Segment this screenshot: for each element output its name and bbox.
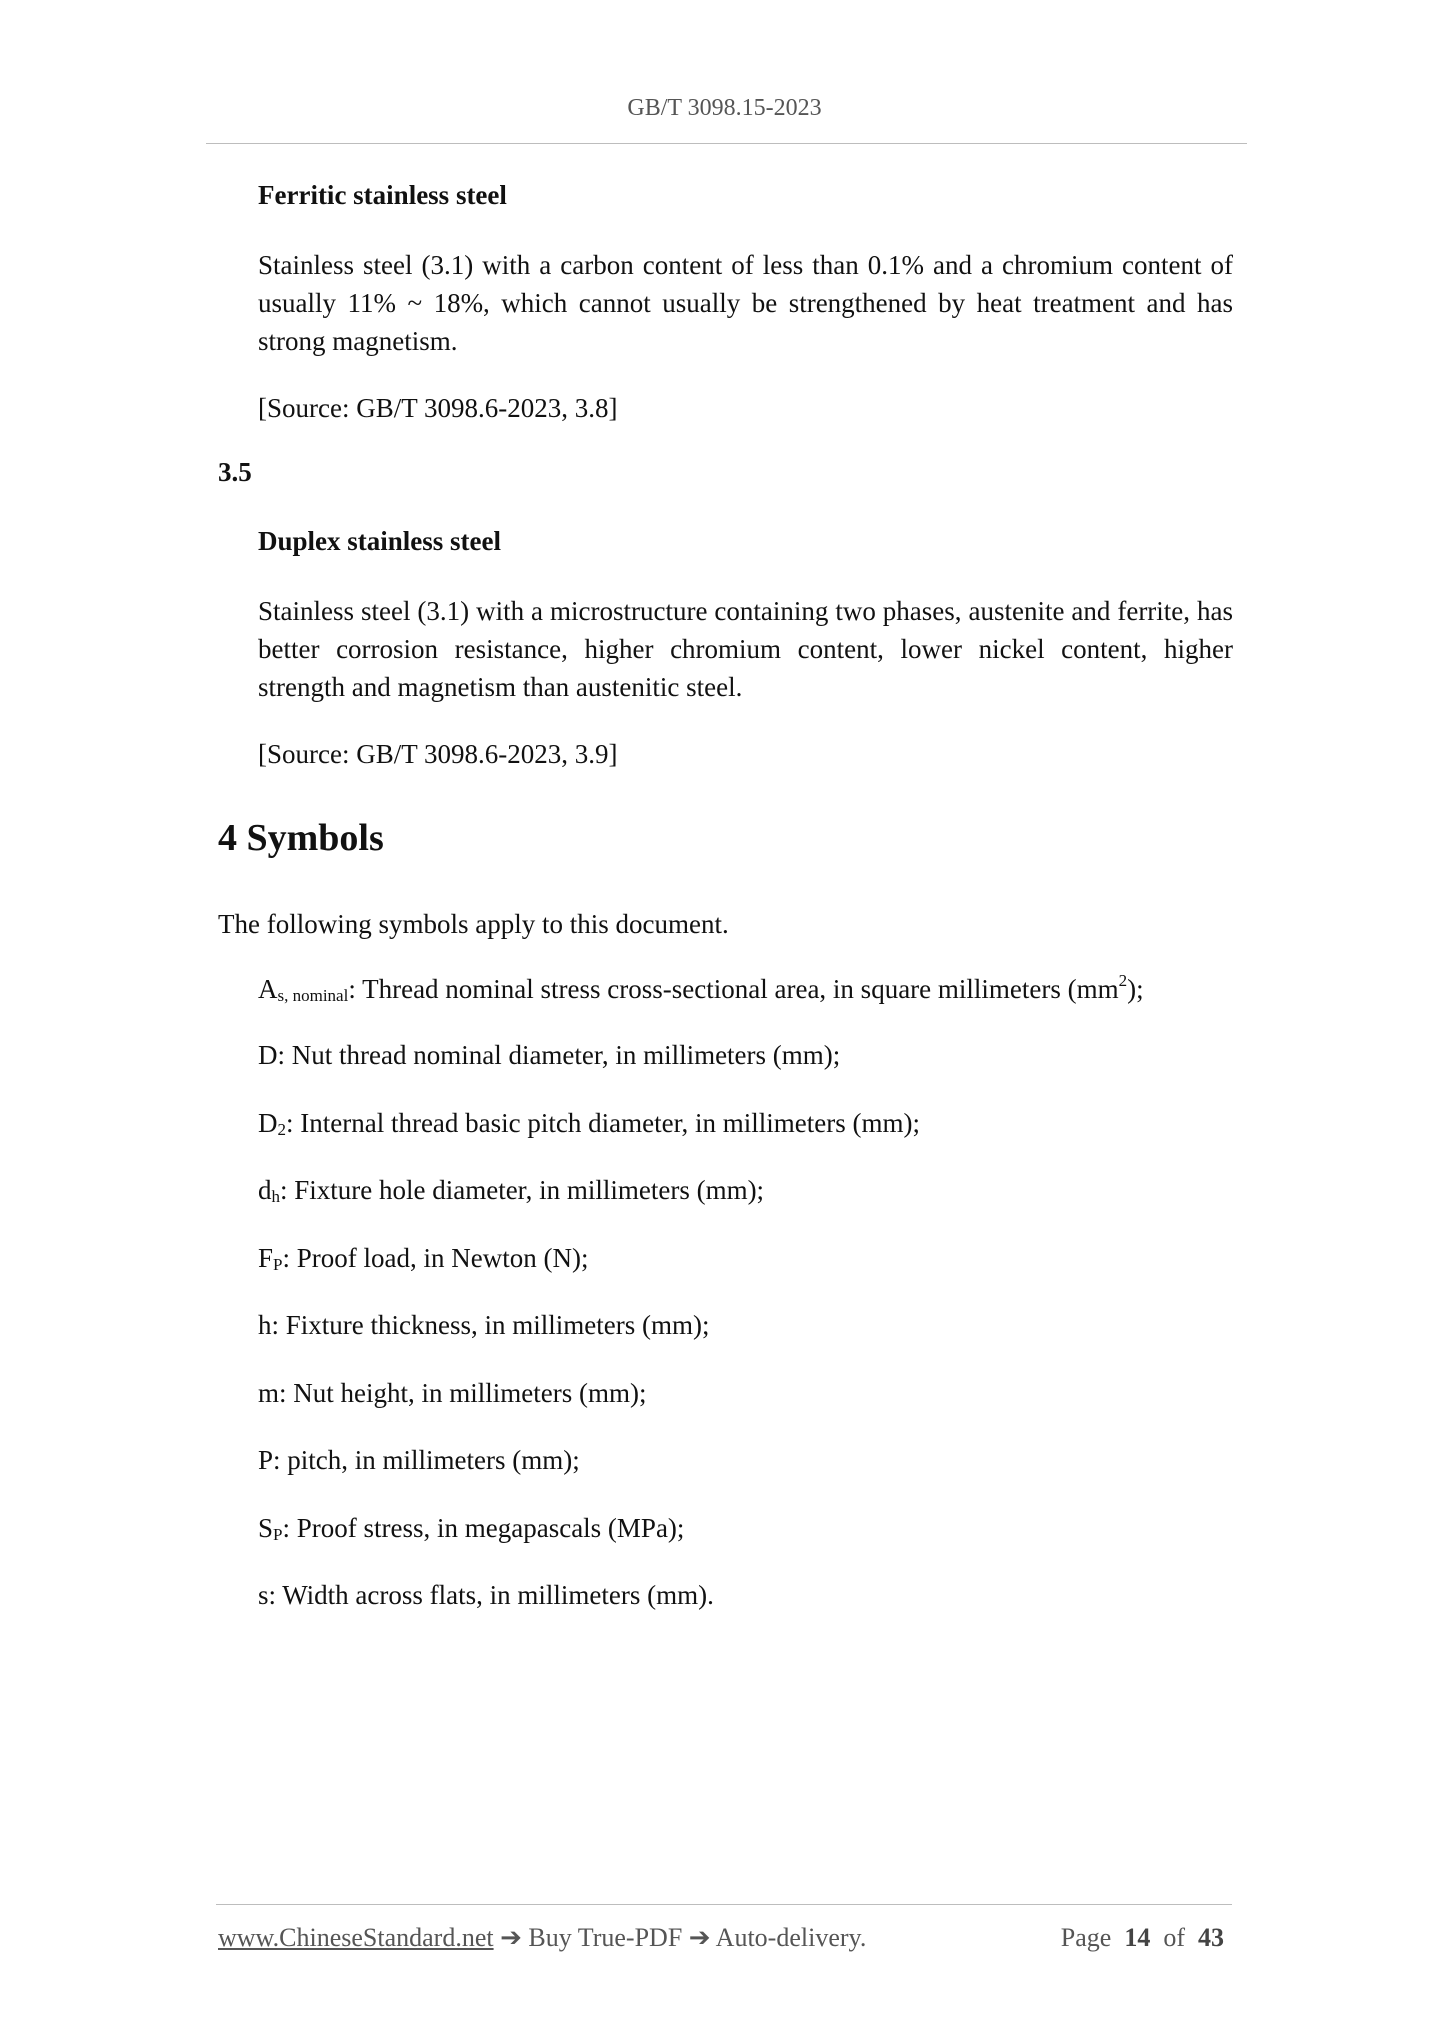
section-heading: 4 Symbols (218, 817, 384, 859)
term-number: 3.5 (218, 457, 252, 487)
current-page: 14 (1124, 1923, 1151, 1952)
footer-delivery-text: Auto-delivery. (715, 1923, 867, 1952)
header-divider (206, 143, 1247, 144)
symbol-item: $A_{s, nominal}$: Thread nominal stress cross-sectional area, in square millimeters $(mm^2)$; (258, 971, 1144, 1005)
footer-buy-text: Buy True-PDF (528, 1923, 683, 1952)
footer-site-link[interactable]: www.ChineseStandard.net (218, 1923, 494, 1952)
footer-promo (218, 1923, 866, 1953)
document-code-header: GB/T 3098.15-2023 (627, 95, 822, 121)
symbol-item: $D_2$: Internal thread basic pitch diameter, in millimeters (mm); (258, 1108, 920, 1139)
symbol-item: $F_P$: Proof load, in Newton (N); (258, 1243, 589, 1274)
section-intro: The following symbols apply to this document. (218, 909, 729, 939)
arrow-icon: ➔ (688, 1923, 711, 1952)
term-title-duplex: Duplex stainless steel (258, 526, 501, 556)
symbol-item: $d_h$: Fixture hole diameter, in millimeters (mm); (258, 1175, 765, 1206)
total-pages: 43 (1198, 1923, 1224, 1952)
symbol-item: s: Width across flats, in millimeters (mm). (258, 1580, 714, 1610)
term-source-ferritic: [Source: GB/T 3098.6-2023, 3.8] (258, 393, 618, 423)
symbol-item: P: pitch, in millimeters (mm); (258, 1445, 580, 1475)
symbol-item: m: Nut height, in millimeters (mm); (258, 1378, 647, 1408)
term-definition-ferritic: Stainless steel (3.1) with a carbon content of less than 0.1% and a chromium content of usually 11% ~ 18%, which cannot usually be strengthened by heat treatment and has strong magnetism. (258, 250, 1233, 356)
symbol-item: $S_P$: Proof stress, in megapascals (MPa); (258, 1513, 685, 1544)
symbol-item: h: Fixture thickness, in millimeters (mm); (258, 1310, 710, 1340)
symbol-item: D: Nut thread nominal diameter, in millimeters (mm); (258, 1040, 841, 1070)
term-definition-duplex: Stainless steel (3.1) with a microstructure containing two phases, austenite and ferrite, has better corrosion resistance, higher chromium content, lower nickel content, higher strength and magnetism than austenitic steel. (258, 596, 1233, 702)
footer-divider (216, 1904, 1232, 1905)
term-source-duplex: [Source: GB/T 3098.6-2023, 3.9] (258, 739, 618, 769)
page-indicator: Page 14 of 43 (1060, 1923, 1224, 1952)
term-title-ferritic: Ferritic stainless steel (258, 180, 507, 210)
arrow-icon: ➔ (500, 1923, 522, 1952)
